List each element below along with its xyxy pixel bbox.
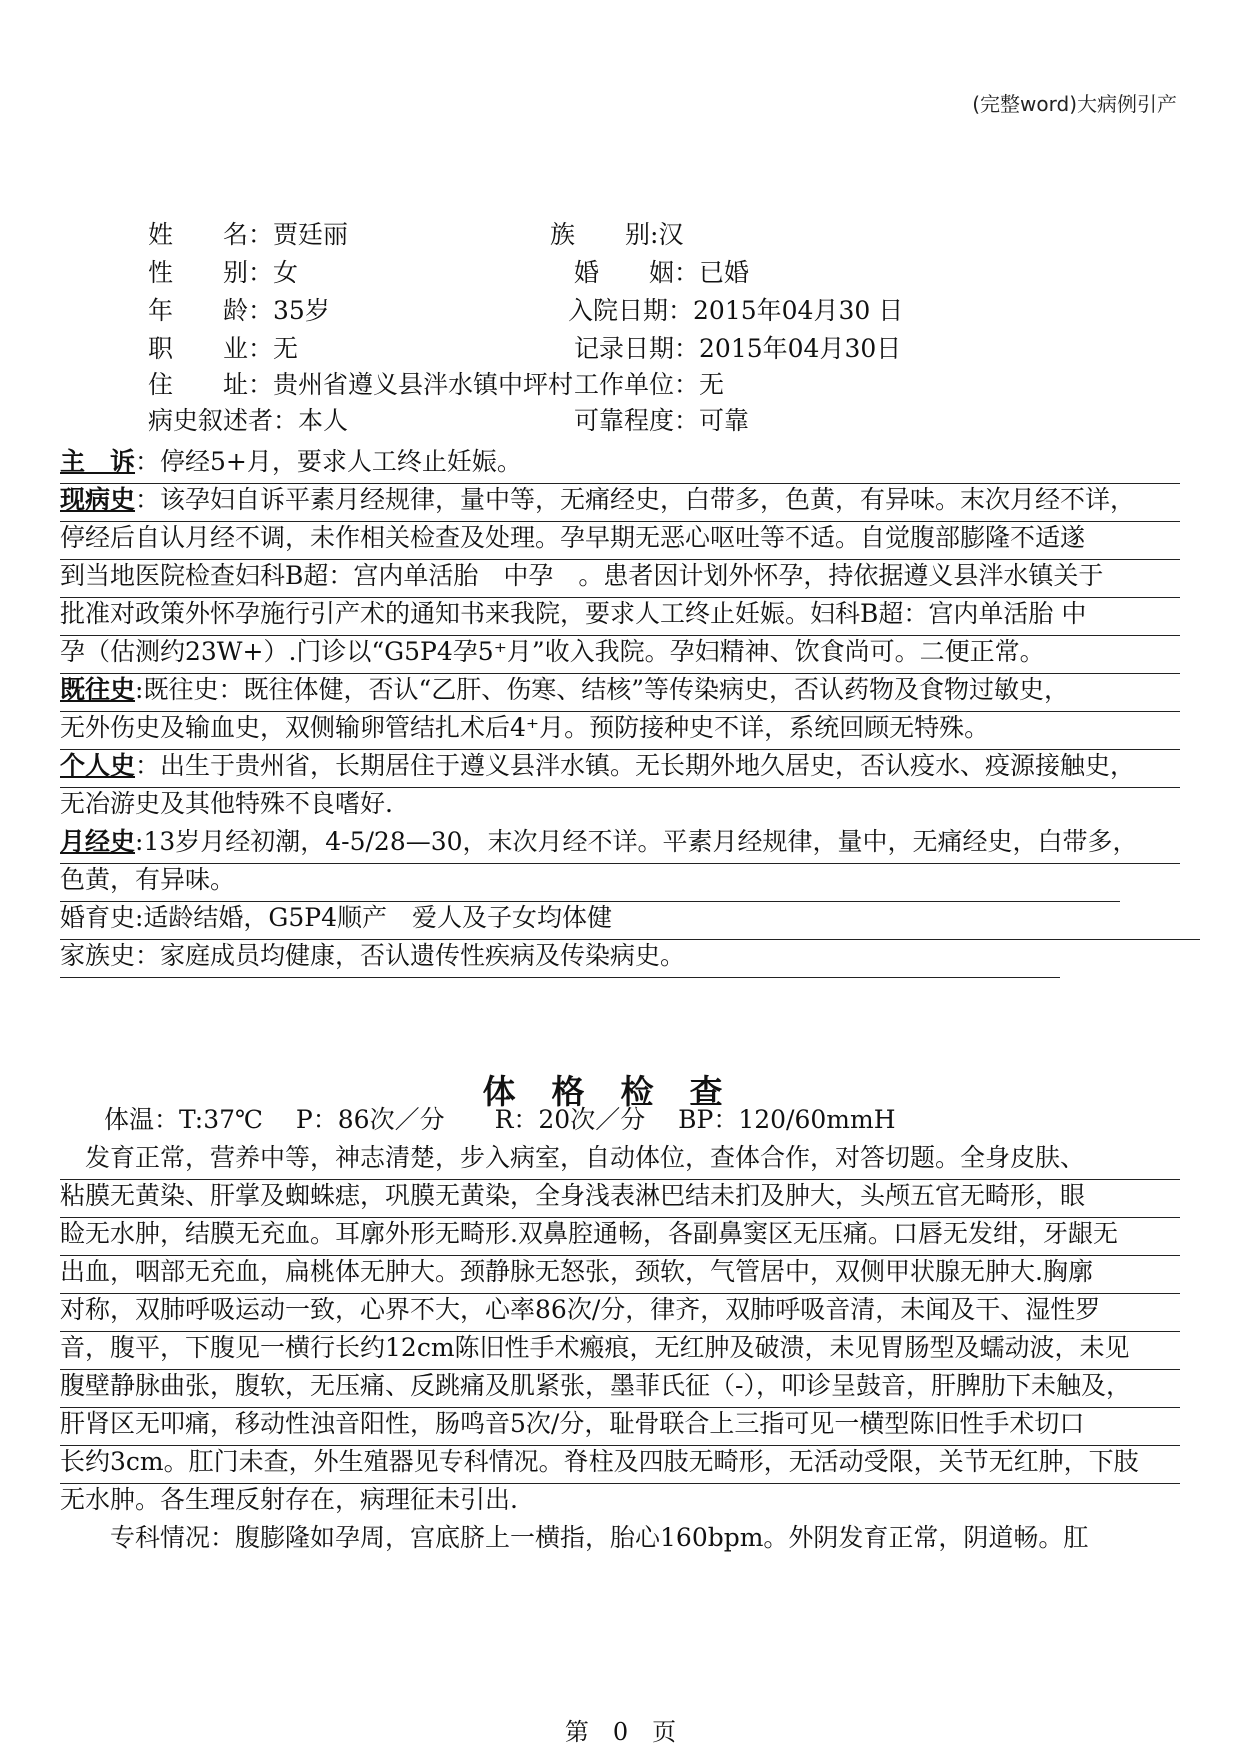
family-history: 家族史：家庭成员均健康，否认遗传性疾病及传染病史。 [60, 936, 1060, 978]
admission-date-value: 2015年04月30 日 [693, 296, 904, 325]
personal-history-line [60, 746, 1180, 788]
specialty-exam: 专科情况：腹膨隆如孕周，宫底脐上一横指，胎心160bpm。外阴发育正常，阴道畅。肛 [60, 1523, 1089, 1552]
marital-field [574, 258, 749, 288]
past-history-line: 无外伤史及输血史，双侧输卵管结扎术后4⁺月。预防接种史不详，系统回顾无特殊。 [60, 708, 1180, 750]
admission-date-field [568, 296, 903, 326]
sex-value: 女 [273, 258, 299, 287]
record-date-value: 2015年04月30日 [699, 334, 902, 363]
exam-line: 无水肿。各生理反射存在，病理征未引出. [60, 1485, 518, 1514]
page-number: 第 0 页 [564, 1718, 677, 1746]
chief-complaint-label: 主 诉 [60, 447, 136, 476]
chief-complaint-text: ：停经5+月，要求人工终止妊娠。 [135, 447, 522, 476]
marital-label: 婚 姻： [574, 258, 700, 287]
sex-label: 性 别： [148, 258, 274, 287]
narrator-label: 病史叙述者： [148, 406, 299, 435]
menstrual-history-line [60, 822, 1180, 864]
address-label: 住 址： [148, 370, 274, 399]
name-value: 贾廷丽 [273, 220, 349, 249]
marriage-history: 婚育史:适龄结婚，G5P4顺产 爱人及子女均体健 [60, 898, 1200, 940]
name-label: 姓 名： [148, 220, 274, 249]
exam-line: 睑无水肿，结膜无充血。耳廓外形无畸形.双鼻腔通畅，各副鼻窦区无压痛。口唇无发绀，牙龈无 [60, 1214, 1180, 1256]
present-illness-label: 现病史 [60, 485, 136, 514]
vital-signs: 体温：T:37℃ P：86次／分 R：20次／分 BP：120/60mmH [104, 1105, 896, 1134]
exam-title: 体格检查 [482, 1072, 759, 1111]
narrator-value: 本人 [298, 406, 349, 435]
workplace-label: 工作单位： [574, 370, 700, 399]
exam-line: 对称，双肺呼吸运动一致，心界不大，心率86次/分，律齐，双肺呼吸音清，未闻及干、湿性罗 [60, 1290, 1180, 1332]
present-illness-line: 到当地医院检查妇科B超：宫内单活胎 中孕 。患者因计划外怀孕，持依据遵义县泮水镇关于 [60, 556, 1180, 598]
present-illness-line: 批准对政策外怀孕施行引产术的通知书来我院，要求人工终止妊娠。妇科B超：宫内单活胎 中 [60, 594, 1180, 636]
age-field [148, 296, 330, 326]
exam-line: 音，腹平，下腹见一横行长约12cm陈旧性手术瘢痕，无红肿及破溃，未见胃肠型及蠕动波，未见 [60, 1328, 1180, 1370]
occupation-label: 职 业： [148, 334, 274, 363]
history-section [60, 442, 1180, 1002]
present-illness-line [60, 480, 1180, 522]
age-value: 35岁 [273, 296, 330, 325]
personal-history-line: 无冶游史及其他特殊不良嗜好. [60, 789, 393, 818]
present-illness-line: 孕（估测约23W+）.门诊以“G5P4孕5⁺月”收入我院。孕妇精神、饮食尚可。二便正常。 [60, 632, 1180, 674]
present-illness-line: 停经后自认月经不调，未作相关检查及处理。孕早期无恶心呕吐等不适。自觉腹部膨隆不适遂 [60, 518, 1180, 560]
exam-section [60, 1100, 1180, 1700]
record-date-field [574, 334, 901, 364]
present-illness-text: ：该孕妇自诉平素月经规律，量中等，无痛经史，白带多，色黄，有异味。末次月经不详， [135, 485, 1136, 514]
exam-line: 出血，咽部无充血，扁桃体无肿大。颈静脉无怒张，颈软，气管居中，双侧甲状腺无肿大.胸廓 [60, 1252, 1180, 1294]
occupation-field [148, 334, 298, 364]
sex-field [148, 258, 298, 288]
narrator-field [148, 406, 348, 436]
ethnicity-value: 汉 [658, 220, 684, 249]
admission-date-label: 入院日期： [568, 296, 694, 325]
reliability-field [574, 406, 749, 436]
chief-complaint [60, 442, 1180, 484]
address-field [148, 370, 573, 400]
exam-line: 腹壁静脉曲张，腹软，无压痛、反跳痛及肌紧张，墨菲氏征（-），叩诊呈鼓音，肝脾肋下未触及， [60, 1366, 1180, 1408]
address-value: 贵州省遵义县泮水镇中坪村 [273, 370, 574, 399]
past-history-text: :既往史：既往体健，否认“乙肝、伤寒、结核”等传染病史，否认药物及食物过敏史， [135, 675, 1070, 704]
exam-line: 长约3cm。肛门未查，外生殖器见专科情况。脊柱及四肢无畸形，无活动受限，关节无红肿，下肢 [60, 1442, 1180, 1484]
marital-value: 已婚 [699, 258, 750, 287]
menstrual-history-line: 色黄，有异味。 [60, 860, 1120, 902]
workplace-value: 无 [699, 370, 725, 399]
menstrual-history-label: 月经史 [60, 827, 136, 856]
record-date-label: 记录日期： [574, 334, 700, 363]
ethnicity-field [550, 220, 683, 250]
name-field [148, 220, 348, 250]
personal-history-text: ：出生于贵州省，长期居住于遵义县泮水镇。无长期外地久居史，否认疫水、疫源接触史， [135, 751, 1136, 780]
occupation-value: 无 [273, 334, 299, 363]
past-history-label: 既往史 [60, 675, 136, 704]
reliability-value: 可靠 [699, 406, 750, 435]
exam-line: 发育正常，营养中等，神志清楚，步入病室，自动体位，查体合作，对答切题。全身皮肤、 [60, 1138, 1180, 1180]
exam-line: 肝肾区无叩痛，移动性浊音阳性，肠鸣音5次/分，耻骨联合上三指可见一横型陈旧性手术切口 [60, 1404, 1180, 1446]
workplace-field [574, 370, 724, 400]
personal-history-label: 个人史 [60, 751, 136, 780]
ethnicity-label: 族 别: [550, 220, 659, 249]
reliability-label: 可靠程度： [574, 406, 700, 435]
age-label: 年 龄： [148, 296, 274, 325]
past-history-line [60, 670, 1180, 712]
exam-line: 粘膜无黄染、肝掌及蜘蛛痣，巩膜无黄染，全身浅表淋巴结未扪及肿大，头颅五官无畸形，眼 [60, 1176, 1180, 1218]
menstrual-history-text: :13岁月经初潮，4-5/28—30，末次月经不详。平素月经规律，量中，无痛经史，白带多， [135, 827, 1138, 856]
document-header: (完整word)大病例引产 [972, 92, 1177, 116]
